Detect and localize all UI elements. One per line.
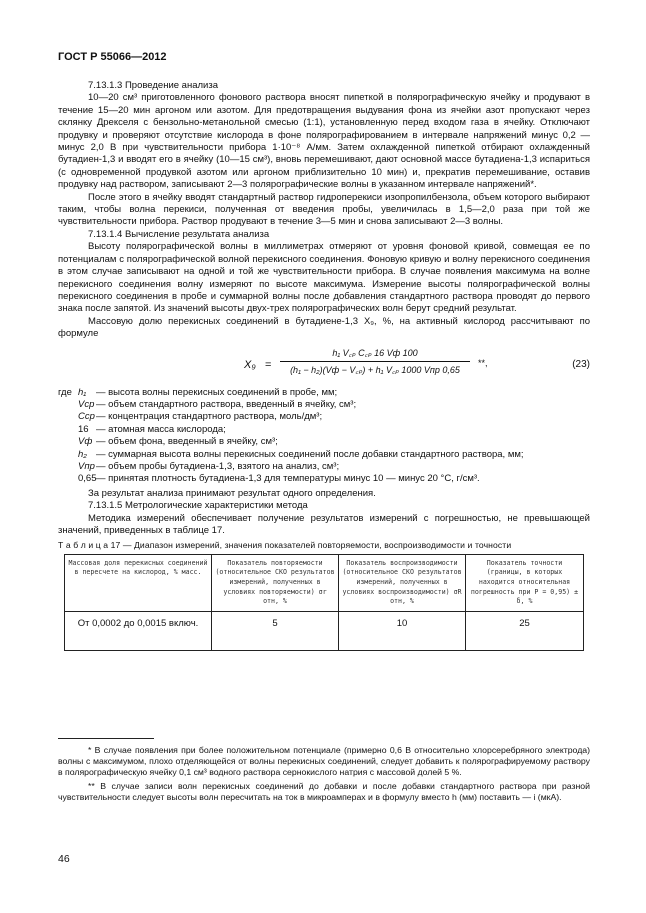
table-cell: 10 — [339, 611, 466, 650]
formula-fraction — [280, 347, 470, 377]
table-cell: 25 — [466, 611, 584, 650]
definition-row — [58, 411, 590, 423]
footnote-1: * В случае появления при более положительном потенциале (примерно 0,6 В относительно хлорсеребряного электрода) волны с максимумом, плохо отделяющейся от волны перекисных соединений, следует добавить к полярографируемому раствору в полярографическую ячейку 0,1 см³ водного раствора сернокислого натрия с массовой долей 5 %. — [58, 745, 590, 778]
page-number: 46 — [58, 853, 70, 865]
formula-numerator: h₁ V꜀ₚ C꜀ₚ 16 Vф 100 — [280, 347, 470, 362]
table-header-cell: Массовая доля перекисных соединений в пересчете на кислород, % масс. — [65, 554, 212, 611]
definition-symbol: Vф — [78, 436, 93, 448]
definition-row — [58, 436, 590, 448]
definition-symbol: Сср — [78, 411, 95, 423]
section-title-metrology: 7.13.1.5 Метрологические характеристики метода — [88, 500, 308, 512]
table-header-cell: Показатель точности (границы, в которых находится относительная погрешность при P = 0,95) ± δ, % — [466, 554, 584, 611]
definition-desc: — суммарная высота волны перекисных соединений после добавки стандартного раствора, мм; — [96, 448, 524, 460]
definition-row — [58, 424, 590, 436]
footnotes — [58, 745, 590, 805]
table-header-cell: Показатель воспроизводимости (относительное СКО результатов измерений, полученных в условиях воспроизводимости) σR отн, % — [339, 554, 466, 611]
definition-row — [58, 473, 590, 485]
section-title-analysis: 7.13.1.3 Проведение анализа — [88, 80, 218, 91]
definition-desc: — объем фона, введенный в ячейку, см³; — [96, 436, 278, 448]
definitions-list — [58, 387, 590, 486]
table-cell: От 0,0002 до 0,0015 включ. — [65, 611, 212, 650]
paragraph-analysis-2: После этого в ячейку вводят стандартный раствор гидроперекиси изопропилбензола, объем которого выбирают таким, чтобы волна перекиси, полученная от введения пробы, увеличилась в 1,5—2,0 раза при той же чувствительности прибора. Раствор продувают в течение 3—5 мин и снова записывают 2—3 волны. — [58, 191, 590, 228]
definition-symbol: 0,65 — [78, 473, 97, 485]
paragraph-calculation-2: Массовую долю перекисных соединений в бутадиене-1,3 X₉, %, на активный кислород рассчитывают по формуле — [58, 315, 590, 340]
section-title-calculation: 7.13.1.4 Вычисление результата анализа — [88, 228, 270, 240]
definition-symbol: 16 — [78, 423, 89, 435]
definition-symbol: Vпр — [78, 460, 95, 472]
definition-desc: — высота волны перекисных соединений в пробе, мм; — [96, 386, 338, 398]
definition-desc: — объем пробы бутадиена-1,3, взятого на анализ, см³; — [96, 460, 340, 472]
footnote-divider — [58, 738, 154, 739]
formula-footnote-mark: **, — [478, 357, 488, 368]
footnote-2: ** В случае записи волн перекисных соединений до добавки и после добавки стандартного раствора при разной чувствительности следует высоты волн пересчитать на ток в микроамперах и в формулу вместо h (мм) поставить — i (мкА). — [58, 780, 590, 802]
formula-number: (23) — [572, 358, 590, 370]
paragraph-analysis-1: 10—20 см³ приготовленного фонового раствора вносят пипеткой в полярографическую ячейку и продувают в течение 15—20 мин аргоном или азотом. Для предотвращения выдувания фона из ячейки азот пропускают через склянку Дрекселя с бензольно-метанольной смесью (1:1), установленную перед входом газа в ячейку. Отключают продувку и проверяют отсутствие кислорода в фоне полярографированием в интервале напряжений минус 0,2 — минус 2,0 В при чувствительности прибора 1·10⁻⁸ А/мм. Затем охлажденной пипеткой отбирают охлажденный бутадиен-1,3 и вводят его в ячейку (10—15 см³), вновь перемешивают, дают основной массе бутадиена-1,3 испариться (с одновременной продувкой азотом или аргоном приблизительно 10 мин) и, прекратив перемешивание, оставив продувку над раствором, записывают 2—3 полярографические волны в указанном интервале напряжений*. — [58, 92, 590, 191]
definition-desc: — концентрация стандартного раствора, моль/дм³; — [96, 411, 323, 423]
table-caption: Т а б л и ц а 17 — Диапазон измерений, значения показателей повторяемости, воспроизводимости и точности — [58, 540, 512, 551]
table-row — [65, 611, 584, 650]
definition-row — [58, 449, 590, 461]
definition-row — [58, 461, 590, 473]
definition-desc: — принятая плотность бутадиена-1,3 для температуры минус 10 — минус 20 °С, г/см³. — [96, 473, 480, 485]
paragraph-calculation-1: Высоту полярографической волны в миллиметрах отмеряют от уровня фоновой кривой, совмещая ее по потенциалам с полярографической волной перекисного соединения. Фоновую кривую и волну перекисного соединения в этом случае записывают на одной и той же чувствительности прибора. В случае появления максимума на волне перекисного соединения волну измеряют по высоте максимума. Измерение высоты полярографической волны перекисного соединения в пробе и суммарной волны после добавления стандартного раствора проводят до первого знака после запятой. Из значений высоты двух-трех полярографических волн берут средний результат. — [58, 241, 590, 315]
definition-symbol: h₁ — [78, 386, 87, 398]
paragraph-metrology: Методика измерений обеспечивает получение результатов измерений с погрешностью, не превышающей значений, приведенных в таблице 17. — [58, 512, 590, 536]
formula-denominator: (h₁ − h₂)(Vф − V꜀ₚ) + h₁ V꜀ₚ 1000 Vпр 0,65 — [290, 364, 460, 375]
definition-desc: — объем стандартного раствора, введенный в ячейку, см³; — [96, 398, 357, 410]
table-cell: 5 — [212, 611, 339, 650]
definition-row — [58, 387, 590, 399]
formula-lhs: X₉ — [244, 358, 256, 371]
definition-row — [58, 399, 590, 411]
formula-23 — [58, 347, 590, 383]
formula-equals: = — [265, 358, 272, 371]
definitions-lead: где — [58, 386, 72, 398]
table-17 — [64, 554, 584, 651]
main-text — [58, 80, 590, 651]
paragraph-result: За результат анализа принимают результат одного определения. — [88, 487, 376, 499]
standard-header: ГОСТ Р 55066—2012 — [58, 51, 167, 63]
definition-symbol: h₂ — [78, 448, 87, 460]
definition-desc: — атомная масса кислорода; — [96, 423, 226, 435]
table-header-row — [65, 554, 584, 611]
definition-symbol: Vср — [78, 398, 95, 410]
table-header-cell: Показатель повторяемости (относительное СКО результатов измерений, полученных в условиях повторяемости) σr отн, % — [212, 554, 339, 611]
